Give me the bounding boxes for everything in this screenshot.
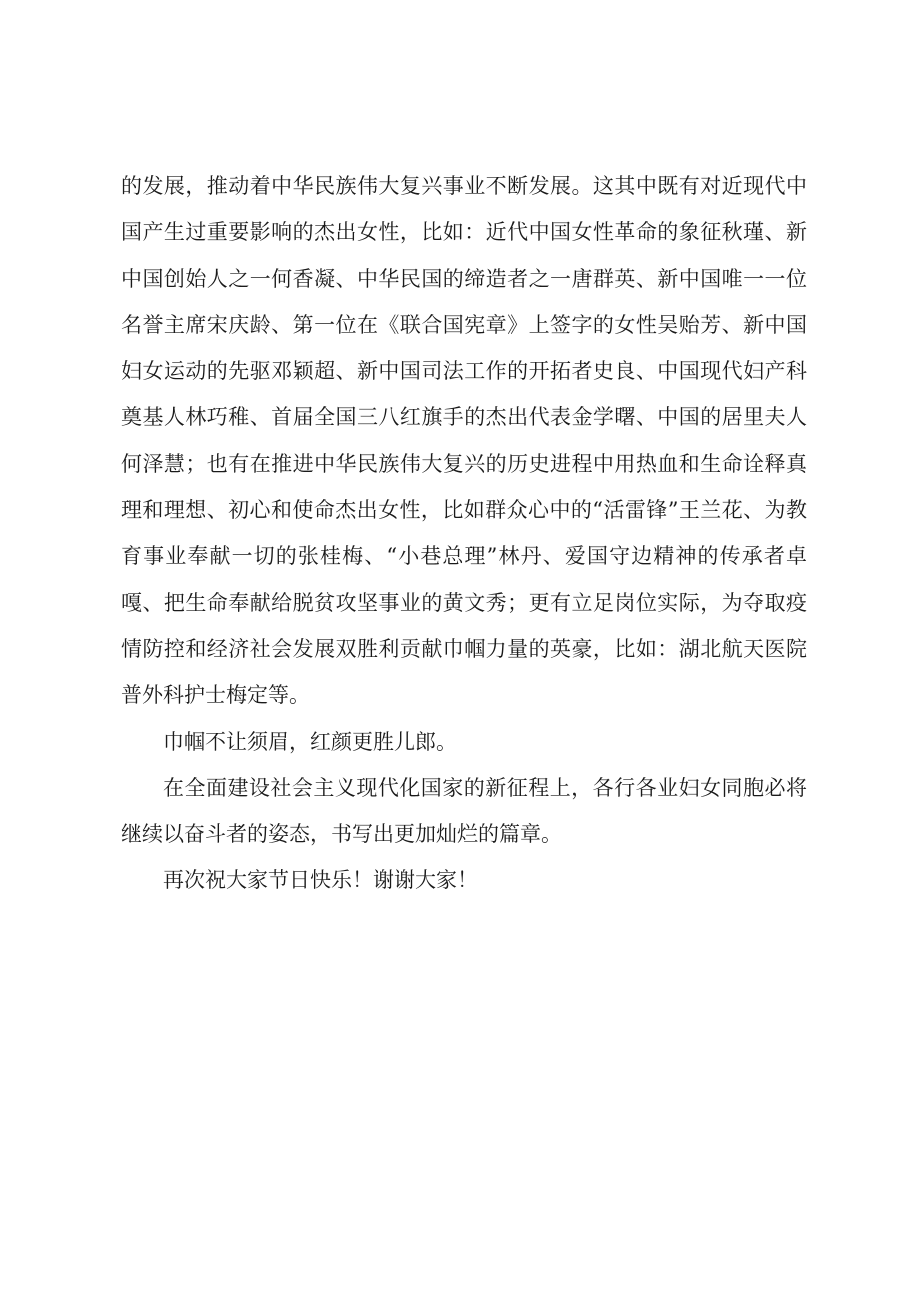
document-page (121, 163, 807, 904)
paragraph-closing: 再次祝大家节日快乐！谢谢大家！ (163, 868, 478, 893)
paragraph-continuation: 的发展，推动着中华民族伟大复兴事业不断发展。这其中既有对近现代中国产生过重要影响的杰出女性，比如：近代中国女性革命的象征秋瑾、新中国创始人之一何香凝、中华民国的缔造者之一唐群英、新中国唯一一位名誉主席宋庆龄、第一位在《联合国宪章》上签字的女性吴贻芳、新中国妇女运动的先驱邓颖超、新中国司法工作的开拓者史良、中国现代妇产科奠基人林巧稚、首届全国三八红旗手的杰出代表金学曙、中国的居里夫人何泽慧；也有在推进中华民族伟大复兴的历史进程中用热血和生命诠释真理和理想、初心和使命杰出女性，比如群众心中的“活雷锋”王兰花、为教育事业奉献一切的张桂梅、“小巷总理”林丹、爱国守边精神的传承者卓嘎、把生命奉献给脱贫攻坚事业的黄文秀；更有立足岗位实际，为夺取疫情防控和经济社会发展双胜利贡献巾帼力量的英豪，比如：湖北航天医院普外科护士梅定等。 (121, 174, 807, 708)
paragraph-new-journey: 在全面建设社会主义现代化国家的新征程上，各行各业妇女同胞必将继续以奋斗者的姿态，书写出更加灿烂的篇章。 (121, 775, 807, 847)
paragraph-slogan: 巾帼不让须眉，红颜更胜儿郎。 (163, 729, 457, 754)
